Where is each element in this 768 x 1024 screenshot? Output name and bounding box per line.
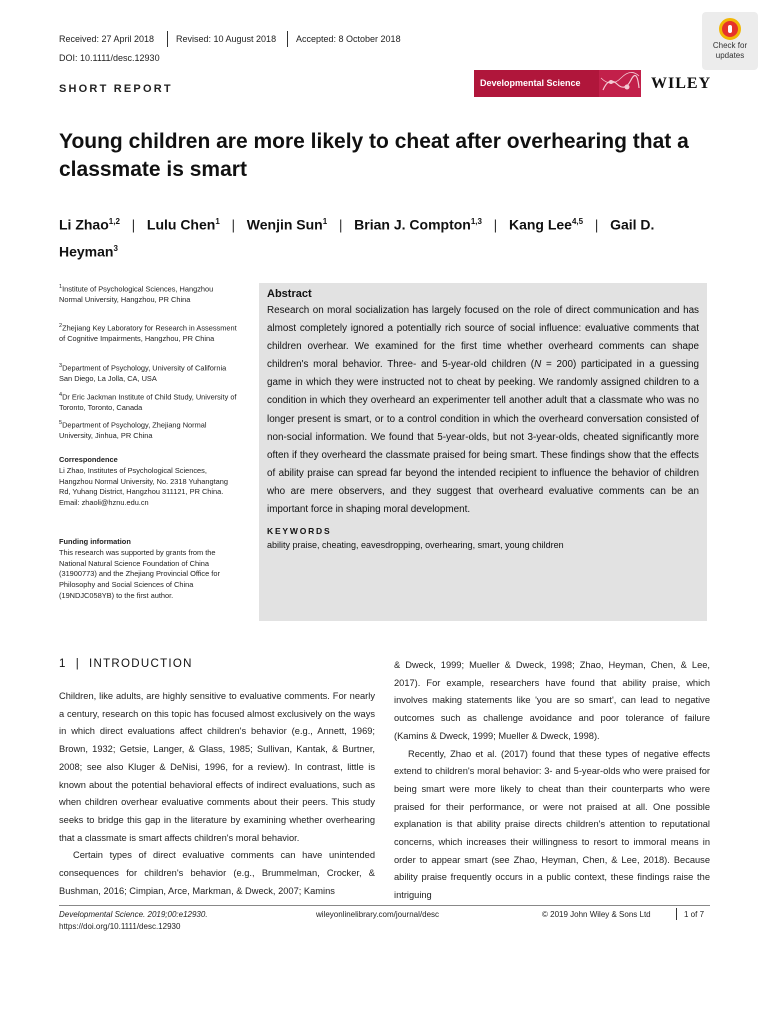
abstract-text: Research on moral socialization has largely focused on the role of direct communication and has almost completely ignored a potentially rich source of social influence: evaluative comments that children overhear. We examined for the first time whether overheard comments can shape children's moral behavior. Three- and 5-year-old children (N = 200) participated in a guessing game in which they were instructed not to cheat by peeking. We randomly assigned children to a condition in which they overheard an experimenter tell another adult that a classmate who was no longer present is smart, or to a control condition in which the overheard conversation consisted of non-social information. We found that 5-year-olds, but not 3-year-olds, cheated significantly more often if they overheard the classmate praised for being smart. These findings show that the effects of ability praise can spread far beyond the intended recipient to influence the behavior of children who are mere observers, and they suggest that overheard evaluative comments can be an important force in shaping moral development.	[267, 305, 699, 516]
author-name: Wenjin Sun	[246, 216, 323, 233]
doi: DOI: 10.1111/desc.12930	[59, 53, 160, 63]
article-title: Young children are more likely to cheat after overhearing that a classmate is smart	[59, 130, 689, 181]
footer-divider	[676, 908, 677, 920]
journal-name: Developmental Science	[480, 78, 581, 88]
journal-banner[interactable]	[474, 70, 641, 97]
funding-block	[59, 537, 239, 602]
author-affiliation-sup: 1	[322, 217, 328, 226]
check-badge-line2: updates	[715, 51, 745, 60]
intro-heading: 1 | INTRODUCTION	[59, 658, 193, 670]
journal-ornament-icon	[599, 70, 641, 97]
footer-doi-link[interactable]: https://doi.org/10.1111/desc.12930	[59, 922, 181, 931]
body-paragraph: Recently, Zhao et al. (2017) found that these types of negative effects extend to children's moral behavior: 3- and 5-year-olds who were praised for being smart were more likely to cheat than their counterparts who were praised for their performance, or were not praised at all. One possible explanation is that ability praise directs children's attention to reputational concerns, which increases their willingness to resort to immoral means in order to appear smart (see Zhao, Heyman, Chen, & Lee, 2018). Because ability praise frequently occurs in a public context, these findings raise the intriguing	[394, 748, 710, 901]
abstract-heading: Abstract	[267, 288, 312, 300]
sample-size-symbol: N	[534, 359, 542, 371]
body-paragraph: Certain types of direct evaluative comments can have unintended consequences for children's behavior (e.g., Brummelman, Crocker, & Bushman, 2016; Cimpian, Arce, Markman, & Dweck, 2007; Kamins	[59, 850, 375, 896]
funding-heading: Funding information	[59, 537, 131, 546]
affiliation-5: $^5$Department of Psychology, Zhejiang Normal University, Jinhua, PR China	[59, 420, 207, 441]
affiliation-3: $^3$Department of Psychology, University of California San Diego, La Jolla, CA, USA	[59, 363, 227, 384]
section-title: INTRODUCTION	[88, 658, 193, 670]
footer-citation: Developmental Science. 2019;00:e12930.	[59, 910, 208, 919]
correspondence-block	[59, 455, 239, 509]
funding-text: This research was supported by grants from the National Natural Science Foundation of China (31900773) and the Zhejiang Provincial Office for Philosophy and Social Sciences of China (19NDJC058YB) to the first author.	[59, 547, 220, 600]
header-divider	[287, 31, 288, 47]
author-affiliation-sup: 3	[113, 243, 118, 253]
check-for-updates-badge[interactable]	[702, 12, 758, 70]
affiliation-4: $^4$Dr Eric Jackman Institute of Child Study, University of Toronto, Toronto, Canada	[59, 392, 237, 413]
body-paragraph: & Dweck, 1999; Mueller & Dweck, 1998; Zhao, Heyman, Chen, & Lee, 2017). For example, researchers have found that ability praise, which involves making statements like 'you are so smart', can lead to negative outcomes such as challenge avoidance and poor tolerance of failure (Kamins & Dweck, 1999; Mueller & Dweck, 1998).	[394, 660, 710, 741]
body-column-left	[59, 688, 375, 900]
keywords-list: ability praise, cheating, eavesdropping, overhearing, smart, young children	[267, 540, 564, 551]
footer-copyright: © 2019 John Wiley & Sons Ltd	[542, 910, 651, 919]
correspondence-email[interactable]: Email: zhaoli@hznu.edu.cn	[59, 498, 149, 508]
accepted-date: Accepted: 8 October 2018	[296, 34, 401, 44]
keywords-heading: KEYWORDS	[267, 526, 332, 537]
check-for-updates-icon	[719, 18, 741, 40]
author-name: Lulu Chen	[146, 216, 216, 233]
author-affiliation-sup: 4,5	[571, 217, 584, 226]
author-affiliation-sup: 1	[215, 217, 220, 226]
publisher-logo: WILEY	[651, 75, 712, 92]
section-label: SHORT REPORT	[59, 83, 173, 95]
received-date: Received: 27 April 2018	[59, 34, 155, 44]
correspondence-address: Li Zhao, Institutes of Psychological Sciences, Hangzhou Normal University, No. 2318 Yuhangtang Rd, Yuhang District, Hangzhou 311121, PR China.	[59, 465, 228, 497]
author-affiliation-sup: 1,3	[470, 217, 482, 226]
check-badge-line1: Check for	[712, 41, 748, 50]
abstract-box	[259, 283, 707, 621]
author-name: Li Zhao	[59, 216, 109, 233]
header-divider	[167, 31, 168, 47]
section-number: 1	[59, 658, 67, 670]
author-affiliation-sup: 1,2	[108, 217, 120, 226]
author-name: Gail D. Heyman	[59, 216, 655, 260]
footer-rule	[59, 905, 710, 906]
affiliation-2: $^2$Zhejiang Key Laboratory for Research in Assessment of Cognitive Impairments, Hangzhou, PR China	[59, 323, 237, 344]
author-name: Brian J. Compton	[354, 216, 471, 233]
affiliation-1: $^1$Institute of Psychological Sciences, Hangzhou Normal University, Hangzhou, PR China	[59, 284, 214, 305]
page-number: 1 of 7	[684, 910, 705, 919]
author-list: Li Zhao$^{1,2}$ | Lulu Chen$^1$ | Wenjin Sun$^1$ | Brian J. Compton$^{1,3}$ | Kang Lee$^{4,5}$ | Gail D. Heyman$^3$	[59, 216, 655, 260]
footer-site-link[interactable]: wileyonlinelibrary.com/journal/desc	[316, 910, 440, 919]
revised-date: Revised: 10 August 2018	[176, 34, 277, 44]
body-column-right	[394, 657, 710, 905]
correspondence-heading: Correspondence	[59, 455, 118, 464]
body-paragraph: Children, like adults, are highly sensitive to evaluative comments. For nearly a century, research on this topic has focused almost exclusively on the ways in which direct evaluations affect children's behavior (e.g., Annett, 1969; Brown, 1932; Getsie, Langer, & Glass, 1985; Sullivan, Kantak, & Burtner, 2008; see also Kluger & DeNisi, 1996, for a review). In contrast, little is known about the potential behavioral effects of indirect evaluations, such as when children overhear evaluative comments about their peers. This study seeks to bridge this gap in the literature by examining whether overhearing that a classmate is smart affects children's moral behavior.	[59, 691, 375, 843]
author-name: Kang Lee	[508, 216, 572, 233]
